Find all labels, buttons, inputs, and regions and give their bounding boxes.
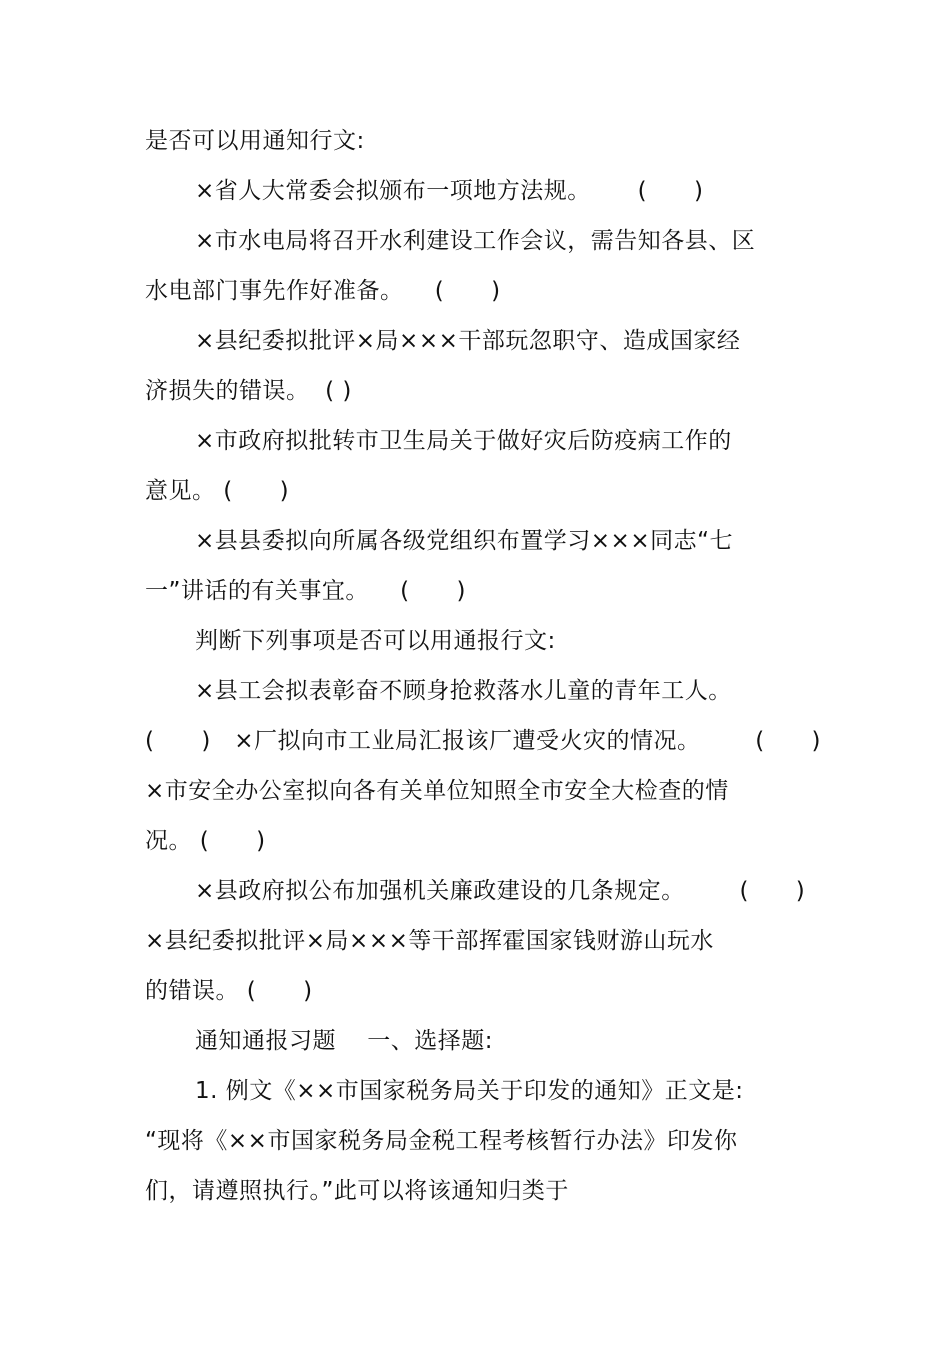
text-line: 一”讲话的有关事宜。 ( ) [145,578,466,604]
text-line: 们，请遵照执行。”此可以将该通知归类于 [145,1178,569,1204]
text-line: 况。 ( ) [145,828,266,854]
text-line: ×县政府拟公布加强机关廉政建设的几条规定。 ( ) [195,878,806,904]
text-line: ×省人大常委会拟颁布一项地方法规。 ( ) [195,178,704,204]
question-line: 1. 例文《××市国家税务局关于印发的通知》正文是: [195,1078,744,1104]
text-line: “现将《××市国家税务局金税工程考核暂行办法》印发你 [145,1128,738,1154]
text-line: 意见。 ( ) [145,478,290,504]
text-line: 是否可以用通知行文: [145,128,365,154]
section-heading: 通知通报习题 一、选择题: [195,1028,493,1054]
text-line: ×县县委拟向所属各级党组织布置学习×××同志“七 [195,528,734,554]
text-line: 水电部门事先作好准备。 ( ) [145,278,501,304]
text-line: ( ) ×厂拟向市工业局汇报该厂遭受火灾的情况。 ( ) [145,728,822,754]
text-line: ×县纪委拟批评×局×××干部玩忽职守、造成国家经 [195,328,741,354]
text-line: 的错误。 ( ) [145,978,313,1004]
text-line: ×市水电局将召开水利建设工作会议，需告知各县、区 [195,228,756,254]
text-line: ×县工会拟表彰奋不顾身抢救落水儿童的青年工人。 [195,678,732,704]
text-line: 济损失的错误。 ( ) [145,378,352,404]
text-line: ×县纪委拟批评×局×××等干部挥霍国家钱财游山玩水 [145,928,714,954]
text-line: ×市安全办公室拟向各有关单位知照全市安全大检查的情 [145,778,729,804]
text-line: ×市政府拟批转市卫生局关于做好灾后防疫病工作的 [195,428,732,454]
section-heading: 判断下列事项是否可以用通报行文: [195,628,556,654]
